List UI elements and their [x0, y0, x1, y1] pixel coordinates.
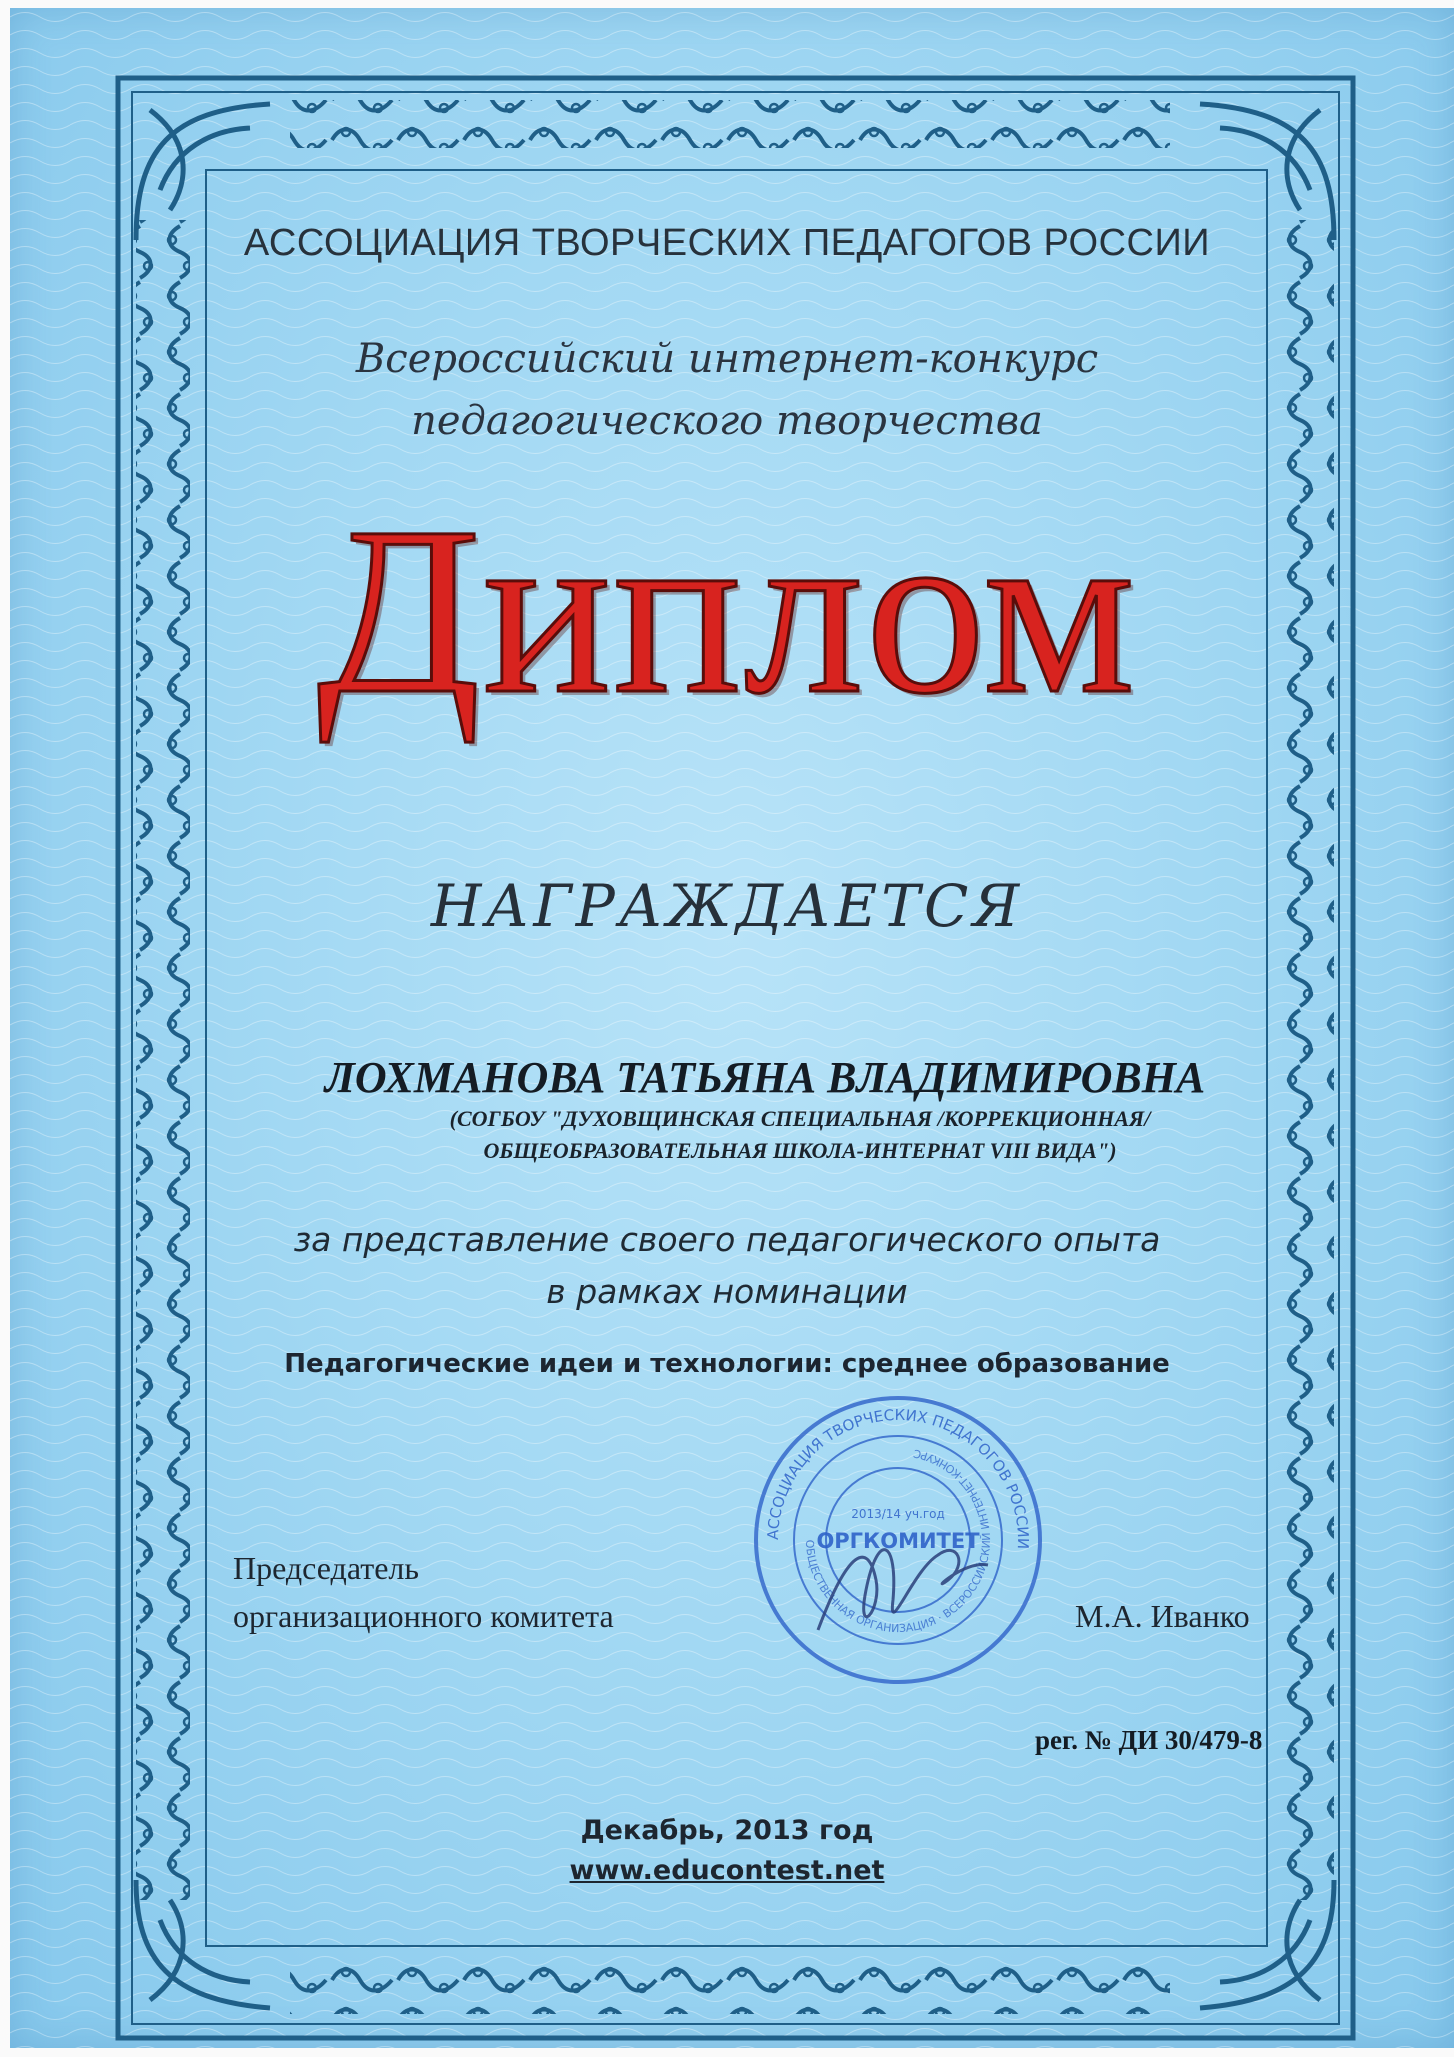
signer-name: М.А. Иванко [1075, 1598, 1250, 1634]
stamp-inner-text: ОБЩЕСТВЕННАЯ ОРГАНИЗАЦИЯ · ВСЕРОССИЙСКИЙ ИНТЕРНЕТ-КОНКУРС [802, 1446, 994, 1636]
issue-date: Декабрь, 2013 год [580, 1815, 874, 1846]
contest-title-line2: педагогического творчества [411, 398, 1043, 444]
stamp-center-text: ОРГКОМИТЕТ [816, 1529, 980, 1553]
association-name: АССОЦИАЦИЯ ТВОРЧЕСКИХ ПЕДАГОГОВ РОССИИ [243, 222, 1211, 264]
stamp-outer-text: АССОЦИАЦИЯ ТВОРЧЕСКИХ ПЕДАГОГОВ РОССИИ [763, 1405, 1033, 1550]
contest-title-line1: Всероссийский интернет-конкурс [355, 336, 1099, 382]
signature-mark [818, 1550, 988, 1630]
stamp-year-text: 2013/14 уч.год [851, 1507, 945, 1521]
awarded-heading: НАГРАЖДАЕТСЯ [430, 872, 1024, 940]
school-line1: (СОГБОУ "ДУХОВЩИНСКАЯ СПЕЦИАЛЬНАЯ /КОРРЕКЦИОННАЯ/ [449, 1106, 1151, 1131]
school-line2: ОБЩЕОБРАЗОВАТЕЛЬНАЯ ШКОЛА-ИНТЕРНАТ VIII ВИДА") [483, 1138, 1117, 1163]
website-link[interactable]: www.educontest.net [569, 1855, 885, 1886]
reason-line2: в рамках номинации [546, 1272, 908, 1311]
recipient-name: ЛОХМАНОВА ТАТЬЯНА ВЛАДИМИРОВНА [324, 1053, 1206, 1102]
chair-title-line2: организационного комитета [233, 1598, 614, 1634]
official-stamp [748, 1390, 1048, 1690]
registration-number: рег. № ДИ 30/479-8 [1035, 1725, 1263, 1755]
chair-title-line1: Председатель [233, 1550, 419, 1586]
diploma-title: Диплом [317, 477, 1137, 743]
reason-line1: за представление своего педагогического опыта [293, 1220, 1161, 1259]
nomination-title: Педагогические идеи и технологии: среднее образование [284, 1349, 1170, 1379]
